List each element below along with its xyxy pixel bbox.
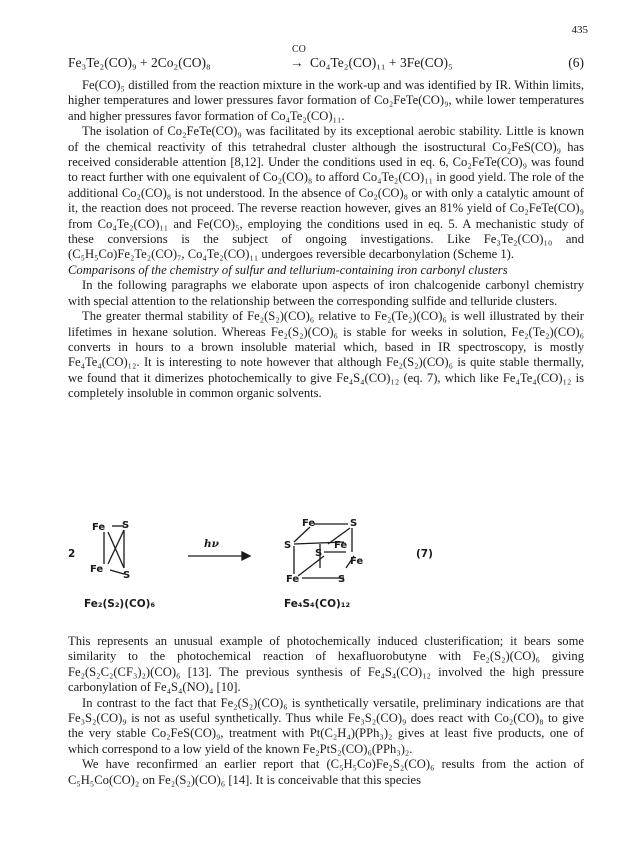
scheme-7-coefficient: 2 <box>68 548 76 560</box>
equation-6-products: Co₄Te₂(CO)₁₁ + 3Fe(CO)₅ <box>310 55 453 70</box>
atom-fe-bottom: Fe <box>90 564 104 575</box>
atom-fe-a: Fe <box>302 518 316 529</box>
equation-6-arrow: → <box>290 55 304 70</box>
atom-fe-top: Fe <box>92 522 106 533</box>
atom-fe-b: Fe <box>334 540 348 551</box>
atom-fe-c: Fe <box>350 556 364 567</box>
scheme-7-hv: hν <box>204 538 219 550</box>
paragraph-clusterification: This represents an unusual example of photochemically induced clusterification; it bears some similarity to the photochemical reaction of hexafluorobutyne with Fe₂(S₂)(CO)₆ giving Fe₂(S₂C₂(CF₃)₂)(CO)₆ [13]. The previous synthesis of Fe₄S₄(CO)₁₂ involved the high pressure carbonylation of Fe₄S₄(NO)₄ [10]. <box>68 634 584 695</box>
paragraph-isolation: The isolation of Co₂FeTe(CO)₉ was facilitated by its exceptional aerobic stability. Little is known of the chemical reactivity of this tetrahedral cluster although the isostructural Co₂FeS(CO)₉ has received considerable attention [8,12]. Under the conditions used in eq. 6, Co₂FeTe(CO)₉ was found to react further with one equivalent of Co₂(CO)₈ to afford Co₄Te₂(CO)₁₁ in good yield. The role of the additional Co₂(CO)₈ is not understood. In the absence of Co₂(CO)₈ or with only a catalytic amount of it, the reaction does not proceed. The reverse reaction however, gives an 81% yield of Co₂FeTe(CO)₉ from Co₄Te₂(CO)₁₁ and Fe(CO)₅, employing the conditions used in eq. 5. A mechanistic study of these conversions is the subject of ongoing investigations. Like Fe₃Te₂(CO)₁₀ and (C₅H₅Co)Fe₂Te₂(CO)₇, Co₄Te₂(CO)₁₁ undergoes reversible decarbonylation (Scheme 1). <box>68 124 584 262</box>
body-text-lower <box>68 634 584 788</box>
paragraph-contrast: In contrast to the fact that Fe₂(S₂)(CO)₆ is synthetically versatile, preliminary indications are that Fe₃S₂(CO)₉ is not as useful synthetically. Thus while Fe₃S₂(CO)₉ does react with Co₂(CO)₈ to give the very stable Co₂FeS(CO)₉, treatment with Pt(C₂H₄)(PPh₃)₂ gives at least five products, one of which correspond to a low yield of the known Fe₂PtS₂(CO)₆(PPh₃)₂. <box>68 695 584 756</box>
atom-s-d: S <box>338 574 346 585</box>
atom-s-c: S <box>315 548 323 559</box>
paragraph-thermal-stability: The greater thermal stability of Fe₂(S₂)(CO)₆ relative to Fe₂(Te₂)(CO)₆ is well illustrated by their lifetimes in hexane solution. Whereas Fe₂(S₂)(CO)₆ is stable for weeks in solution, Fe₂(Te₂)(CO)₆ converts in hours to a brown insoluble material which, based in IR spectroscopy, is mostly Fe₄Te₄(CO)₁₂. It is interesting to note however that although Fe₂(S₂)(CO)₆ is quite stable thermally, we found that it dimerizes photochemically to give Fe₄S₄(CO)₁₂ (eq. 7), which like Fe₄Te₄(CO)₁₂ is completely insoluble in common organic solvents. <box>68 309 584 401</box>
paragraph-elaborate: In the following paragraphs we elaborate upon aspects of iron chalcogenide carbonyl chemistry with special attention to the relationship between the corresponding sulfide and telluride clusters. <box>68 278 584 308</box>
scheme-7-reagent-label: Fe₂(S₂)(CO)₆ <box>84 598 156 610</box>
section-heading: Comparisons of the chemistry of sulfur and tellurium-containing iron carbonyl clusters <box>68 262 508 277</box>
equation-6-number: (6) <box>568 55 584 70</box>
body-text-upper <box>68 78 584 402</box>
atom-s-bottom: S <box>123 570 131 581</box>
scheme-7-product-label: Fe₄S₄(CO)₁₂ <box>284 598 351 610</box>
equation-6-reactants: Fe₃Te₂(CO)₉ + 2Co₂(CO)₈ <box>68 55 211 70</box>
atom-s-b: S <box>284 540 292 551</box>
equation-6-over-arrow: CO <box>292 44 306 55</box>
paragraph-reconfirmed: We have reconfirmed an earlier report that (C₅H₅Co)Fe₂S₂(CO)₆ results from the action of C₅H₅Co(CO)₂ on Fe₂(S₂)(CO)₆ [14]. It is conceivable that this species <box>68 757 584 787</box>
paragraph-fe-co5: Fe(CO)₅ distilled from the reaction mixture in the work-up and was identified by IR. Within limits, higher temperatures and lower pressures favor formation of Co₂FeTe(CO)₉, while lower temperatures and higher pressures favor formation of Co₄Te₂(CO)₁₁. <box>68 78 584 123</box>
equation-6 <box>68 44 584 74</box>
atom-s-top: S <box>122 520 130 531</box>
atom-fe-d: Fe <box>286 574 300 585</box>
scheme-equation-7 <box>68 512 584 622</box>
scheme-7-eq-number: (7) <box>416 548 433 560</box>
page-number: 435 <box>571 24 588 36</box>
atom-s-a: S <box>350 518 358 529</box>
